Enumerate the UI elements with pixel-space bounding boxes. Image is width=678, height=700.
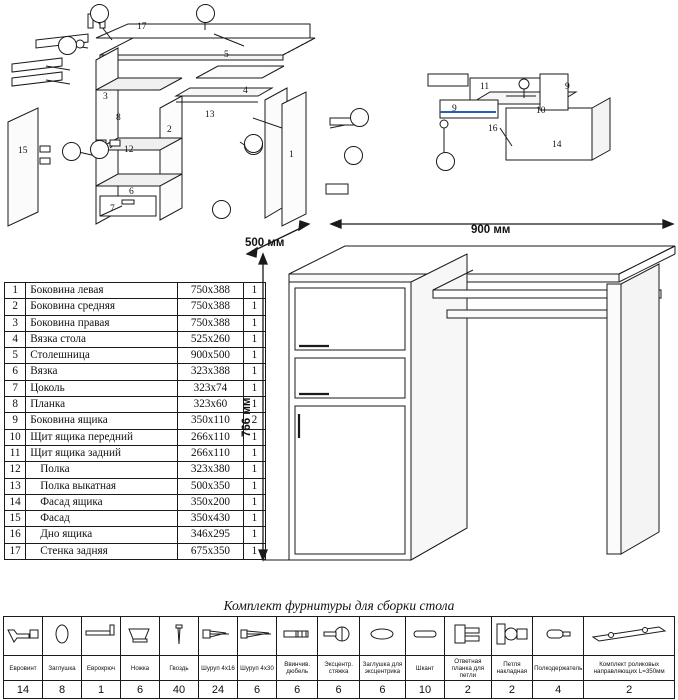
hardware-qty: 6 bbox=[277, 681, 318, 699]
callout-bubble-8 bbox=[344, 146, 363, 165]
hardware-qty: 4 bbox=[533, 681, 584, 699]
part-name: Щит ящика передний bbox=[26, 429, 178, 445]
hardware-qty: 1 bbox=[82, 681, 121, 699]
hardware-qty: 10 bbox=[406, 681, 445, 699]
diagram-vector-layer bbox=[0, 0, 678, 232]
part-qty: 1 bbox=[243, 348, 265, 364]
part-size: 266х110 bbox=[178, 445, 244, 461]
diagram-label-7: 7 bbox=[110, 204, 115, 214]
table-row bbox=[5, 364, 266, 380]
exploded-assembly-diagram bbox=[0, 0, 678, 232]
part-size: 350х200 bbox=[178, 494, 244, 510]
diagram-label-10: 10 bbox=[536, 106, 546, 116]
diagram-label-14: 14 bbox=[552, 140, 562, 150]
table-row bbox=[5, 331, 266, 347]
part-name: Планка bbox=[26, 397, 178, 413]
table-row bbox=[5, 543, 266, 559]
part-size: 323х388 bbox=[178, 364, 244, 380]
nail-icon bbox=[160, 617, 199, 656]
table-row bbox=[5, 348, 266, 364]
hardware-label: Шкант bbox=[406, 656, 445, 681]
table-row bbox=[5, 413, 266, 429]
hardware-label: Ответная планка для петли bbox=[445, 656, 492, 681]
diagram-label-9a: 9 bbox=[452, 104, 457, 114]
hardware-label: Шуруп 4х16 bbox=[199, 656, 238, 681]
part-number: 11 bbox=[5, 445, 26, 461]
table-row bbox=[5, 494, 266, 510]
hardware-label: Эксцентр. стяжка bbox=[318, 656, 359, 681]
hardware-icons-row bbox=[4, 617, 675, 656]
callout-bubble-5 bbox=[90, 140, 109, 159]
part-size: 750х388 bbox=[178, 299, 244, 315]
hardware-label: Ножка bbox=[121, 656, 160, 681]
hardware-kit-title: Комплект фурнитуры для сборки стола bbox=[223, 598, 455, 613]
depth-dimension-label: 500 мм bbox=[245, 237, 285, 249]
part-name: Полка выкатная bbox=[26, 478, 178, 494]
hardware-label: Ввинчив. дюбель bbox=[277, 656, 318, 681]
diagram-label-5: 5 bbox=[224, 50, 229, 60]
part-name: Цоколь bbox=[26, 380, 178, 396]
part-name: Дно ящика bbox=[26, 527, 178, 543]
callout-bubble-10 bbox=[244, 134, 263, 153]
part-number: 13 bbox=[5, 478, 26, 494]
shelf-support-icon bbox=[533, 617, 584, 656]
diagram-label-2: 2 bbox=[167, 125, 172, 135]
table-row bbox=[5, 478, 266, 494]
part-size: 323х74 bbox=[178, 380, 244, 396]
part-qty: 1 bbox=[243, 445, 265, 461]
part-size: 900х500 bbox=[178, 348, 244, 364]
hardware-label: Шуруп 4х30 bbox=[238, 656, 277, 681]
hardware-qty: 40 bbox=[160, 681, 199, 699]
part-number: 8 bbox=[5, 397, 26, 413]
part-size: 350х430 bbox=[178, 511, 244, 527]
hardware-qty: 6 bbox=[359, 681, 405, 699]
hardware-qty: 6 bbox=[121, 681, 160, 699]
part-qty: 1 bbox=[243, 380, 265, 396]
part-qty: 1 bbox=[243, 478, 265, 494]
euro-key-icon bbox=[82, 617, 121, 656]
screw-4x16-icon bbox=[199, 617, 238, 656]
hinge-plate-icon bbox=[445, 617, 492, 656]
part-qty: 1 bbox=[243, 429, 265, 445]
table-row bbox=[5, 299, 266, 315]
dowel-icon bbox=[277, 617, 318, 656]
diagram-label-12: 12 bbox=[124, 145, 134, 155]
eccentric-tie-icon bbox=[318, 617, 359, 656]
hardware-label: Заглушка bbox=[43, 656, 82, 681]
hardware-qty: 2 bbox=[445, 681, 492, 699]
part-name: Боковина ящика bbox=[26, 413, 178, 429]
part-qty: 1 bbox=[243, 511, 265, 527]
hardware-qty-row bbox=[4, 681, 675, 699]
diagram-label-1: 1 bbox=[289, 150, 294, 160]
table-row bbox=[5, 315, 266, 331]
parts-table-body bbox=[5, 283, 266, 560]
table-row bbox=[5, 527, 266, 543]
part-qty: 2 bbox=[243, 413, 265, 429]
part-size: 675х350 bbox=[178, 543, 244, 559]
part-name: Вязка bbox=[26, 364, 178, 380]
hardware-label: Евровинт bbox=[4, 656, 43, 681]
hardware-kit-table bbox=[3, 616, 675, 699]
part-qty: 1 bbox=[243, 462, 265, 478]
table-row bbox=[5, 511, 266, 527]
diagram-label-4: 4 bbox=[243, 86, 248, 96]
part-number: 9 bbox=[5, 413, 26, 429]
part-size: 500х350 bbox=[178, 478, 244, 494]
callout-bubble-1 bbox=[90, 4, 109, 23]
part-name: Фасад ящика bbox=[26, 494, 178, 510]
hardware-qty: 14 bbox=[4, 681, 43, 699]
part-qty: 1 bbox=[243, 283, 265, 299]
part-name: Вязка стола bbox=[26, 331, 178, 347]
part-number: 1 bbox=[5, 283, 26, 299]
callout-bubble-2 bbox=[196, 4, 215, 23]
hardware-label: Еврокрюч bbox=[82, 656, 121, 681]
parts-table bbox=[4, 282, 266, 560]
diagram-label-9b: 9 bbox=[565, 82, 570, 92]
part-size: 346х295 bbox=[178, 527, 244, 543]
cap-icon bbox=[43, 617, 82, 656]
hardware-qty: 6 bbox=[318, 681, 359, 699]
part-qty: 1 bbox=[243, 527, 265, 543]
part-size: 750х388 bbox=[178, 283, 244, 299]
callout-bubble-4 bbox=[62, 142, 81, 161]
part-number: 6 bbox=[5, 364, 26, 380]
part-qty: 1 bbox=[243, 299, 265, 315]
part-size: 525х260 bbox=[178, 331, 244, 347]
table-row bbox=[5, 429, 266, 445]
part-size: 323х380 bbox=[178, 462, 244, 478]
part-number: 14 bbox=[5, 494, 26, 510]
part-name: Боковина левая bbox=[26, 283, 178, 299]
dimension-lines bbox=[255, 232, 678, 584]
part-name: Боковина средняя bbox=[26, 299, 178, 315]
height-dimension-label: 766 мм bbox=[241, 397, 253, 437]
part-qty: 1 bbox=[243, 315, 265, 331]
hardware-qty: 6 bbox=[238, 681, 277, 699]
part-number: 10 bbox=[5, 429, 26, 445]
part-number: 4 bbox=[5, 331, 26, 347]
part-name: Полка bbox=[26, 462, 178, 478]
table-row bbox=[5, 283, 266, 299]
diagram-label-6: 6 bbox=[129, 187, 134, 197]
diagram-label-16: 16 bbox=[488, 124, 498, 134]
diagram-label-11: 11 bbox=[480, 82, 490, 92]
part-name: Фасад bbox=[26, 511, 178, 527]
table-row bbox=[5, 380, 266, 396]
table-row bbox=[5, 445, 266, 461]
euro-screw-icon bbox=[4, 617, 43, 656]
roller-rail-icon bbox=[584, 617, 675, 656]
part-qty: 1 bbox=[243, 543, 265, 559]
leg-icon bbox=[121, 617, 160, 656]
callout-bubble-9 bbox=[212, 200, 231, 219]
dowel-pin-icon bbox=[406, 617, 445, 656]
part-size: 350х110 bbox=[178, 413, 244, 429]
part-size: 750х388 bbox=[178, 315, 244, 331]
hardware-qty: 2 bbox=[491, 681, 532, 699]
hardware-label: Гвоздь bbox=[160, 656, 199, 681]
hardware-label: Полкодержатель bbox=[533, 656, 584, 681]
part-number: 2 bbox=[5, 299, 26, 315]
hardware-label: Комплект роликовых направляющих L=350мм bbox=[584, 656, 675, 681]
callout-bubble-11 bbox=[436, 152, 455, 171]
diagram-label-8: 8 bbox=[116, 113, 121, 123]
part-number: 16 bbox=[5, 527, 26, 543]
hardware-label: Заглушка для эксцентрика bbox=[359, 656, 405, 681]
hardware-qty: 24 bbox=[199, 681, 238, 699]
part-name: Щит ящика задний bbox=[26, 445, 178, 461]
callout-bubble-3 bbox=[58, 36, 77, 55]
part-number: 12 bbox=[5, 462, 26, 478]
table-row bbox=[5, 462, 266, 478]
diagram-label-3: 3 bbox=[103, 92, 108, 102]
part-number: 5 bbox=[5, 348, 26, 364]
hardware-qty: 8 bbox=[43, 681, 82, 699]
width-dimension-label: 900 мм bbox=[471, 224, 511, 236]
part-number: 3 bbox=[5, 315, 26, 331]
part-number: 7 bbox=[5, 380, 26, 396]
part-qty: 1 bbox=[243, 397, 265, 413]
part-name: Столешница bbox=[26, 348, 178, 364]
diagram-label-17: 17 bbox=[137, 22, 147, 32]
part-qty: 1 bbox=[243, 331, 265, 347]
part-name: Стенка задняя bbox=[26, 543, 178, 559]
hardware-label: Петля накладная bbox=[491, 656, 532, 681]
part-number: 17 bbox=[5, 543, 26, 559]
callout-bubble-7 bbox=[350, 108, 369, 127]
eccentric-cap-icon bbox=[359, 617, 405, 656]
table-row bbox=[5, 397, 266, 413]
diagram-label-13: 13 bbox=[205, 110, 215, 120]
hardware-qty: 2 bbox=[584, 681, 675, 699]
diagram-label-15: 15 bbox=[18, 146, 28, 156]
hardware-labels-row bbox=[4, 656, 675, 681]
hinge-icon bbox=[491, 617, 532, 656]
part-qty: 1 bbox=[243, 364, 265, 380]
part-size: 266х110 bbox=[178, 429, 244, 445]
part-number: 15 bbox=[5, 511, 26, 527]
part-size: 323х60 bbox=[178, 397, 244, 413]
part-qty: 1 bbox=[243, 494, 265, 510]
desk-drawing bbox=[241, 224, 678, 584]
part-name: Боковина правая bbox=[26, 315, 178, 331]
screw-4x30-icon bbox=[238, 617, 277, 656]
